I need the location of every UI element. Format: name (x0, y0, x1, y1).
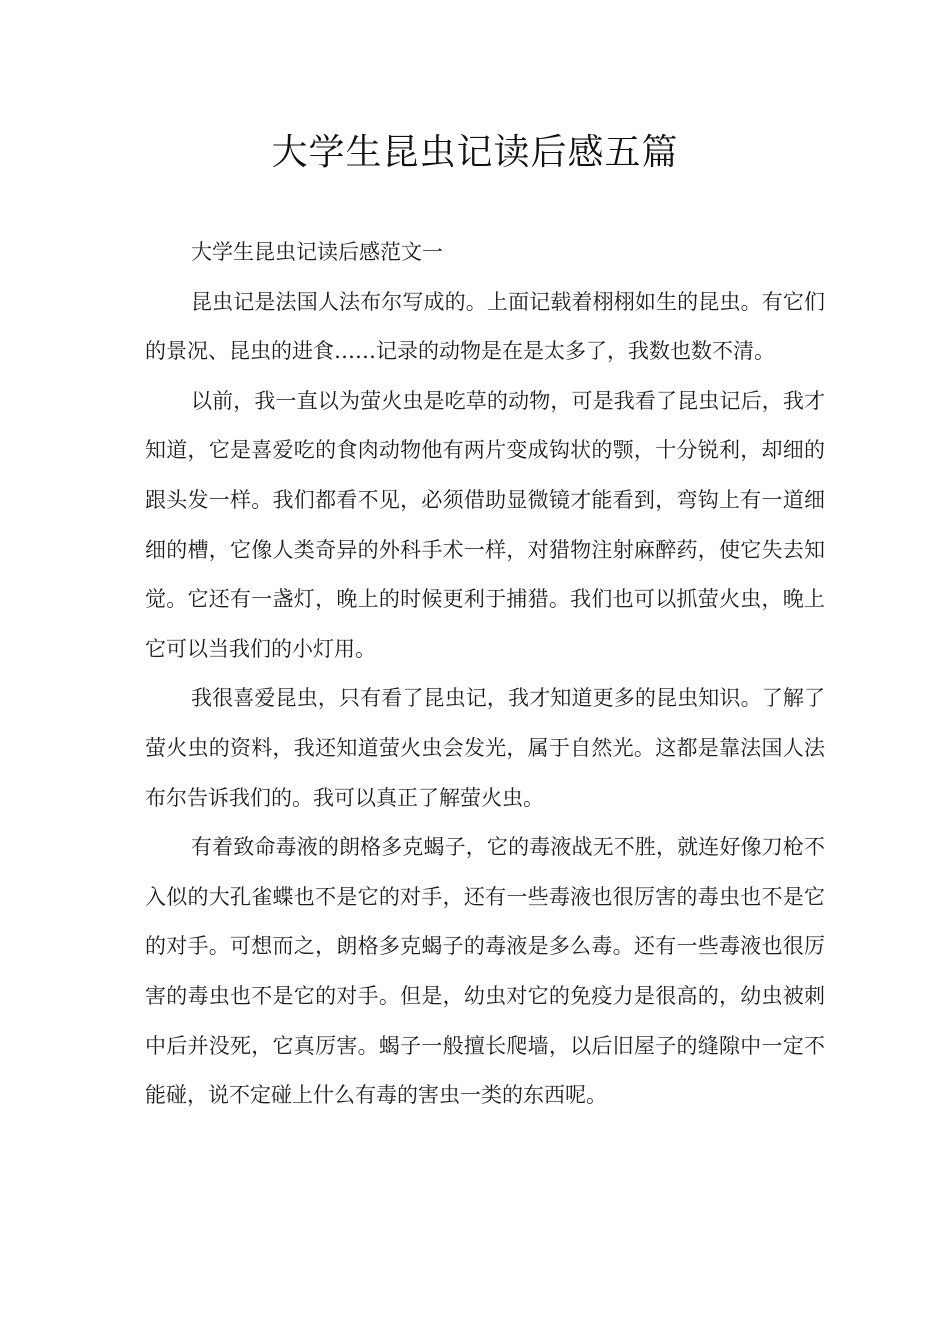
paragraph-2: 以前，我一直以为萤火虫是吃草的动物，可是我看了昆虫记后，我才知道，它是喜爱吃的食肉动物他有两片变成钩状的颚，十分锐利，却细的跟头发一样。我们都看不见，必须借助显微镜才能看到，弯钩上有一道细细的槽，它像人类奇异的外科手术一样，对猎物注射麻醉药，使它失去知觉。它还有一盏灯，晚上的时候更利于捕猎。我们也可以抓萤火虫，晚上它可以当我们的小灯用。 (145, 388, 825, 661)
document-body (145, 228, 825, 1121)
section-heading: 大学生昆虫记读后感范文一 (191, 240, 443, 264)
paragraph-1: 昆虫记是法国人法布尔写成的。上面记载着栩栩如生的昆虫。有它们的景况、昆虫的进食……记录的动物是在是太多了，我数也数不清。 (145, 289, 825, 364)
paragraph-3: 我很喜爱昆虫，只有看了昆虫记，我才知道更多的昆虫知识。了解了萤火虫的资料，我还知道萤火虫会发光，属于自然光。这都是靠法国人法布尔告诉我们的。我可以真正了解萤火虫。 (145, 686, 825, 810)
document-title: 大学生昆虫记读后感五篇 (271, 132, 679, 173)
paragraph-4: 有着致命毒液的朗格多克蝎子，它的毒液战无不胜，就连好像刀枪不入似的大孔雀蝶也不是它的对手，还有一些毒液也很厉害的毒虫也不是它的对手。可想而之，朗格多克蝎子的毒液是多么毒。还有一些毒液也很厉害的毒虫也不是它的对手。但是，幼虫对它的免疫力是很高的，幼虫被刺中后并没死，它真厉害。蝎子一般擅长爬墙，以后旧屋子的缝隙中一定不能碰，说不定碰上什么有毒的害虫一类的东西呢。 (145, 835, 825, 1108)
